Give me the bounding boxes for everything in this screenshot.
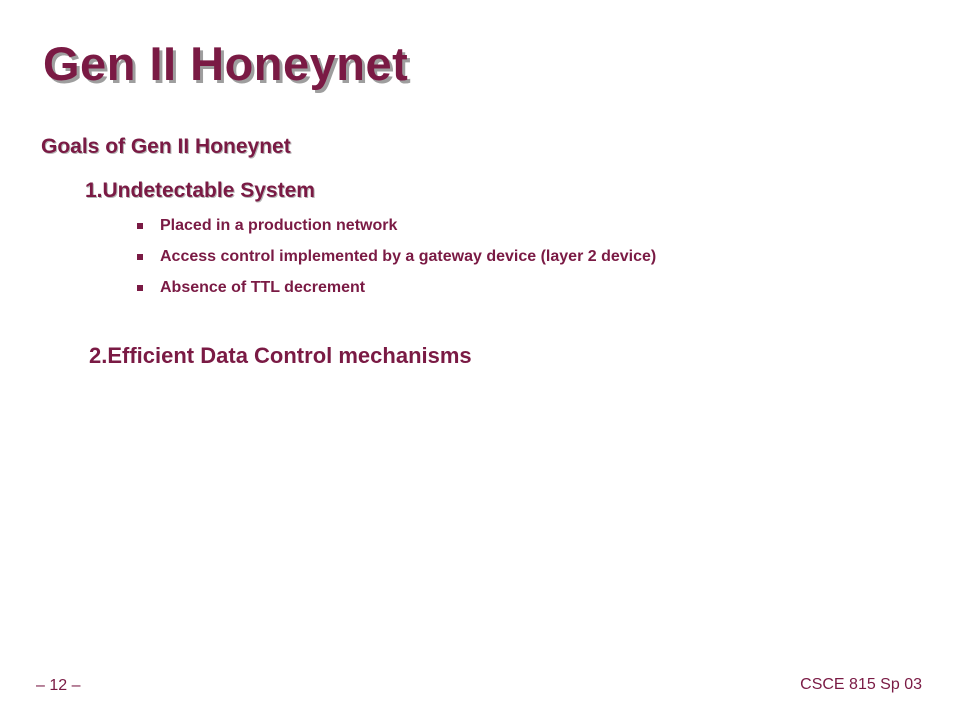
list-item (136, 245, 656, 276)
goal-heading-data-control: 2.Efficient Data Control mechanisms (89, 343, 472, 368)
page-number: – 12 – (36, 677, 81, 694)
course-label: CSCE 815 Sp 03 (800, 676, 922, 693)
bullet-text: Absence of TTL decrement (160, 279, 366, 296)
list-item (136, 214, 656, 245)
bullet-text: Access control implemented by a gateway device (layer 2 device) (160, 248, 657, 265)
goal-heading-undetectable: 1.Undetectable System (85, 179, 315, 202)
section-heading: Goals of Gen II Honeynet (41, 135, 291, 158)
bullet-text: Placed in a production network (160, 217, 398, 234)
goal-bullet-list (136, 214, 656, 307)
square-bullet-icon (137, 254, 143, 260)
square-bullet-icon (137, 285, 143, 291)
slide-title: Gen II Honeynet (43, 37, 409, 90)
list-item (136, 276, 656, 307)
square-bullet-icon (137, 223, 143, 229)
